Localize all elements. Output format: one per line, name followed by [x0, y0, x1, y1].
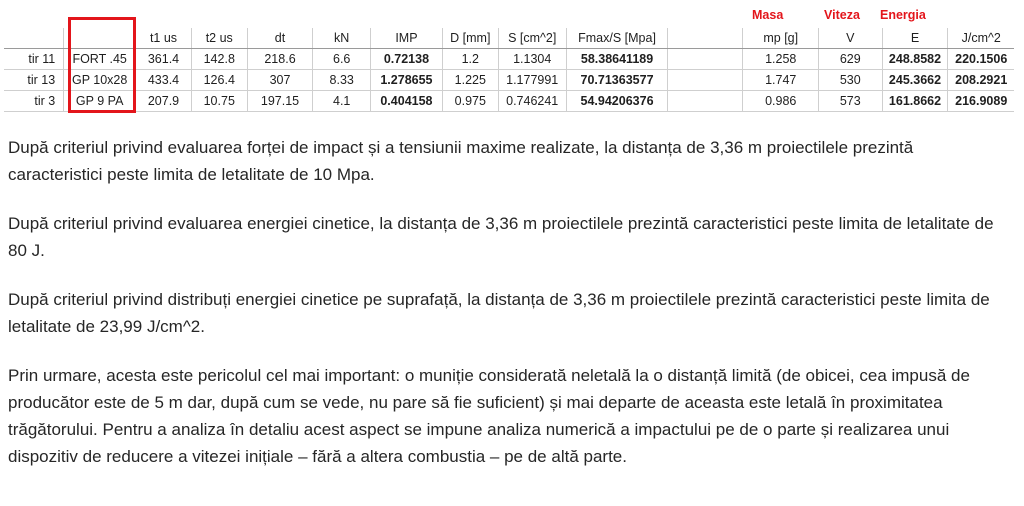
- paragraph-conclusion: Prin urmare, acesta este pericolul cel mai important: o muniție considerată neletală la o distanță limită (de obicei, cea impusă de producător este de 5 m dar, după cum se vede, nu pare să fie suficient) și mai departe de aceasta este letală în proximitatea trăgătorului. Pentru a analiza în detaliu acest aspect se impune analiza numerică a impactului pe de o parte și realizarea unui dispozitiv de reducere a vitezei inițiale – fără a altera combustia – pe de altă parte.: [8, 366, 970, 466]
- table-cell: 142.8: [191, 49, 247, 70]
- table-cell: 573: [819, 91, 883, 112]
- masa-label: Masa: [752, 8, 784, 22]
- header-cell: dt: [247, 28, 313, 49]
- table-cell: 54.94206376: [566, 91, 668, 112]
- paragraph-energy-distribution-criterion: După criteriul privind distribuți energiei cinetice pe suprafață, la distanța de 3,36 m proiectilele prezintă caracteristici peste limita de letalitate de 23,99 J/cm^2.: [8, 290, 990, 336]
- table-cell: 0.72138: [371, 49, 443, 70]
- table-cell: 0.986: [743, 91, 819, 112]
- table-cell: 70.71363577: [566, 70, 668, 91]
- header-cell: E: [882, 28, 948, 49]
- table-header-row: [4, 28, 1014, 49]
- table-cell: 1.2: [442, 49, 498, 70]
- table-cell: 0.746241: [498, 91, 566, 112]
- table-row: [4, 70, 1014, 91]
- table-cell: 1.747: [743, 70, 819, 91]
- ammunition-highlight-box: [68, 17, 136, 113]
- header-cell: J/cm^2: [948, 28, 1014, 49]
- table-cell: 245.3662: [882, 70, 948, 91]
- table-cell: 1.225: [442, 70, 498, 91]
- table-cell: 307: [247, 70, 313, 91]
- table-cell: 0.975: [442, 91, 498, 112]
- table-cell: tir 3: [4, 91, 64, 112]
- paragraph-energy-criterion: După criteriul privind evaluarea energiei cinetice, la distanța de 3,36 m proiectilele prezintă caracteristici peste limita de letalitate de 80 J.: [8, 214, 994, 260]
- table-row: [4, 49, 1014, 70]
- header-cell: Fmax/S [Mpa]: [566, 28, 668, 49]
- table-cell: 248.8582: [882, 49, 948, 70]
- paragraph-impact-criterion: După criteriul privind evaluarea forței de impact și a tensiunii maxime realizate, la distanța de 3,36 m proiectilele prezintă caracteristici peste limita de letalitate de 10 Mpa.: [8, 138, 914, 184]
- header-cell: kN: [313, 28, 371, 49]
- table-cell: 1.278655: [371, 70, 443, 91]
- table-cell: 433.4: [136, 70, 192, 91]
- header-cell: V: [819, 28, 883, 49]
- header-cell: t2 us: [191, 28, 247, 49]
- table-cell: 197.15: [247, 91, 313, 112]
- table-cell: 530: [819, 70, 883, 91]
- table-cell: [668, 91, 743, 112]
- table-cell: 208.2921: [948, 70, 1014, 91]
- table-row: [4, 91, 1014, 112]
- table-cell: 207.9: [136, 91, 192, 112]
- table-cell: 58.38641189: [566, 49, 668, 70]
- table-cell: GP 10x28: [64, 70, 136, 91]
- table-cell: 629: [819, 49, 883, 70]
- energia-label: Energia: [880, 8, 926, 22]
- header-cell: mp [g]: [743, 28, 819, 49]
- table-cell: 126.4: [191, 70, 247, 91]
- table-cell: 4.1: [313, 91, 371, 112]
- header-cell: IMP: [371, 28, 443, 49]
- table-cell: 6.6: [313, 49, 371, 70]
- table-cell: 0.404158: [371, 91, 443, 112]
- results-table: [4, 28, 1014, 112]
- body-text: [8, 134, 1012, 492]
- table-cell: tir 11: [4, 49, 64, 70]
- table-cell: 1.258: [743, 49, 819, 70]
- header-cell: [4, 28, 64, 49]
- table-cell: 8.33: [313, 70, 371, 91]
- table-cell: 216.9089: [948, 91, 1014, 112]
- header-cell: S [cm^2]: [498, 28, 566, 49]
- table-cell: tir 13: [4, 70, 64, 91]
- header-cell: D [mm]: [442, 28, 498, 49]
- table-cell: FORT .45: [64, 49, 136, 70]
- table-cell: GP 9 PA: [64, 91, 136, 112]
- results-table-section: [4, 4, 1014, 114]
- table-cell: 220.1506: [948, 49, 1014, 70]
- table-cell: 218.6: [247, 49, 313, 70]
- table-cell: 10.75: [191, 91, 247, 112]
- header-cell: t1 us: [136, 28, 192, 49]
- table-cell: 361.4: [136, 49, 192, 70]
- table-cell: [668, 70, 743, 91]
- table-cell: [668, 49, 743, 70]
- table-cell: 161.8662: [882, 91, 948, 112]
- table-cell: 1.177991: [498, 70, 566, 91]
- viteza-label: Viteza: [824, 8, 860, 22]
- table-cell: 1.1304: [498, 49, 566, 70]
- header-cell: [668, 28, 743, 49]
